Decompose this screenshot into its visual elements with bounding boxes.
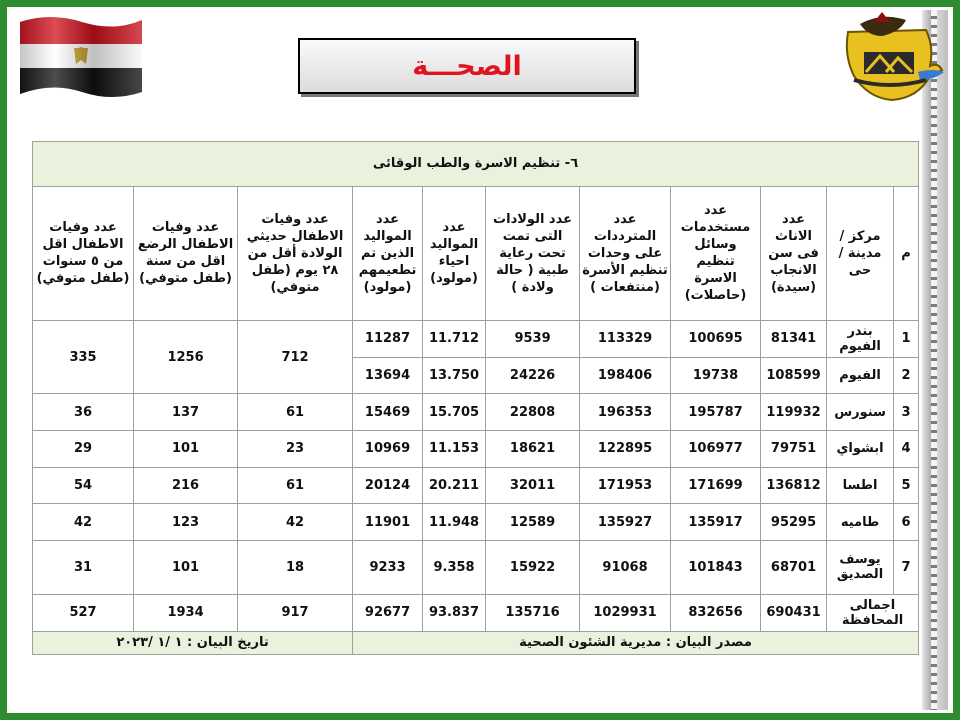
- cell-vaccinated: 9233: [353, 540, 423, 594]
- family-planning-table: [32, 141, 919, 655]
- cell-fp-visitors: 171953: [580, 467, 671, 504]
- cell-neonatal-deaths: 42: [238, 504, 353, 541]
- row-index: 3: [894, 394, 919, 431]
- row-index: 1: [894, 321, 919, 358]
- decorative-side-bar: [922, 10, 948, 710]
- row-district: ابشواي: [827, 431, 894, 468]
- cell-medical-births: 22808: [486, 394, 580, 431]
- cell-under5-deaths: 31: [33, 540, 134, 594]
- egypt-flag-icon: [16, 10, 146, 100]
- row-index: 5: [894, 467, 919, 504]
- total-medical-births: 135716: [486, 594, 580, 631]
- cell-vaccinated: 20124: [353, 467, 423, 504]
- cell-vaccinated: 10969: [353, 431, 423, 468]
- header-district: مركز / مدينة / حى: [827, 186, 894, 320]
- cell-vaccinated: 11287: [353, 321, 423, 358]
- cell-infant-deaths: 216: [134, 467, 238, 504]
- data-source: مصدر البيان : مديرية الشئون الصحية: [353, 631, 919, 654]
- header-live-births: عدد المواليد احياء (مولود): [423, 186, 486, 320]
- cell-live-births: 9.358: [423, 540, 486, 594]
- page-title: الصحـــة: [412, 50, 522, 82]
- cell-medical-births: 24226: [486, 357, 580, 394]
- table-row: [33, 467, 919, 504]
- table-row: [33, 321, 919, 358]
- header-vaccinated: عدد المواليد الذين تم تطعيمهم (مولود): [353, 186, 423, 320]
- row-district: اطسا: [827, 467, 894, 504]
- row-index: 6: [894, 504, 919, 541]
- cell-under5-deaths: 36: [33, 394, 134, 431]
- cell-live-births: 15.705: [423, 394, 486, 431]
- table-row: [33, 431, 919, 468]
- cell-under5-deaths: 42: [33, 504, 134, 541]
- total-live-births: 93.837: [423, 594, 486, 631]
- data-date: تاريخ البيان : ١ /١ /٢٠٢٣: [33, 631, 353, 654]
- cell-neonatal-deaths-merged: 712: [238, 321, 353, 394]
- cell-live-births: 11.948: [423, 504, 486, 541]
- cell-vaccinated: 15469: [353, 394, 423, 431]
- cell-fp-users: 106977: [671, 431, 761, 468]
- cell-females: 108599: [761, 357, 827, 394]
- total-label: اجمالى المحافظة: [827, 594, 919, 631]
- header-under5-deaths: عدد وفيات الاطفال اقل من ٥ سنوات (طفل متوفي): [33, 186, 134, 320]
- total-row: [33, 594, 919, 631]
- row-district: بندر الفيوم: [827, 321, 894, 358]
- header-neonatal-deaths: عدد وفيات الاطفال حديثي الولادة أقل من ٢٨ يوم (طفل متوفي): [238, 186, 353, 320]
- fayoum-governorate-logo: [834, 10, 946, 106]
- row-index: 4: [894, 431, 919, 468]
- header-row: [33, 186, 919, 320]
- total-infant-deaths: 1934: [134, 594, 238, 631]
- header-fp-users: عدد مستخدمات وسائل تنظيم الاسرة (حاصلات): [671, 186, 761, 320]
- table-row: [33, 540, 919, 594]
- cell-fp-visitors: 135927: [580, 504, 671, 541]
- cell-neonatal-deaths: 18: [238, 540, 353, 594]
- cell-under5-deaths-merged: 335: [33, 321, 134, 394]
- cell-fp-visitors: 91068: [580, 540, 671, 594]
- cell-fp-users: 100695: [671, 321, 761, 358]
- cell-fp-users: 171699: [671, 467, 761, 504]
- row-district: يوسف الصديق: [827, 540, 894, 594]
- cell-fp-visitors: 196353: [580, 394, 671, 431]
- cell-infant-deaths: 137: [134, 394, 238, 431]
- section-heading: ٦- تنظيم الاسرة والطب الوقائى: [33, 142, 919, 187]
- cell-live-births: 11.712: [423, 321, 486, 358]
- cell-medical-births: 9539: [486, 321, 580, 358]
- cell-females: 95295: [761, 504, 827, 541]
- row-district: الفيوم: [827, 357, 894, 394]
- cell-fp-visitors: 113329: [580, 321, 671, 358]
- cell-females: 81341: [761, 321, 827, 358]
- row-index: 7: [894, 540, 919, 594]
- cell-infant-deaths: 123: [134, 504, 238, 541]
- cell-live-births: 11.153: [423, 431, 486, 468]
- cell-live-births: 13.750: [423, 357, 486, 394]
- total-females: 690431: [761, 594, 827, 631]
- cell-under5-deaths: 29: [33, 431, 134, 468]
- cell-vaccinated: 13694: [353, 357, 423, 394]
- total-neonatal-deaths: 917: [238, 594, 353, 631]
- cell-neonatal-deaths: 23: [238, 431, 353, 468]
- cell-under5-deaths: 54: [33, 467, 134, 504]
- title-box: [298, 38, 636, 94]
- cell-infant-deaths: 101: [134, 431, 238, 468]
- cell-medical-births: 32011: [486, 467, 580, 504]
- cell-fp-visitors: 198406: [580, 357, 671, 394]
- table-row: [33, 504, 919, 541]
- cell-fp-users: 135917: [671, 504, 761, 541]
- cell-infant-deaths-merged: 1256: [134, 321, 238, 394]
- row-index: 2: [894, 357, 919, 394]
- cell-fp-users: 19738: [671, 357, 761, 394]
- cell-neonatal-deaths: 61: [238, 394, 353, 431]
- cell-live-births: 20.211: [423, 467, 486, 504]
- row-district: طاميه: [827, 504, 894, 541]
- header-medical-births: عدد الولادات التى تمت تحت رعاية طبية ( حالة ولادة ): [486, 186, 580, 320]
- total-under5-deaths: 527: [33, 594, 134, 631]
- cell-infant-deaths: 101: [134, 540, 238, 594]
- cell-fp-users: 101843: [671, 540, 761, 594]
- total-fp-visitors: 1029931: [580, 594, 671, 631]
- cell-medical-births: 15922: [486, 540, 580, 594]
- cell-females: 136812: [761, 467, 827, 504]
- cell-medical-births: 18621: [486, 431, 580, 468]
- cell-females: 79751: [761, 431, 827, 468]
- header-infant-deaths: عدد وفيات الاطفال الرضع اقل من سنة (طفل متوفي): [134, 186, 238, 320]
- cell-females: 68701: [761, 540, 827, 594]
- header-index: م: [894, 186, 919, 320]
- total-vaccinated: 92677: [353, 594, 423, 631]
- cell-fp-visitors: 122895: [580, 431, 671, 468]
- section-heading-row: [33, 142, 919, 187]
- total-fp-users: 832656: [671, 594, 761, 631]
- footer-row: [33, 631, 919, 654]
- cell-neonatal-deaths: 61: [238, 467, 353, 504]
- cell-medical-births: 12589: [486, 504, 580, 541]
- cell-vaccinated: 11901: [353, 504, 423, 541]
- cell-females: 119932: [761, 394, 827, 431]
- header-fp-visitors: عدد المترددات على وحدات تنظيم الأسرة (منتفعات ): [580, 186, 671, 320]
- table-row: [33, 394, 919, 431]
- row-district: سنورس: [827, 394, 894, 431]
- cell-fp-users: 195787: [671, 394, 761, 431]
- header-females: عدد الاناث فى سن الانجاب (سيدة): [761, 186, 827, 320]
